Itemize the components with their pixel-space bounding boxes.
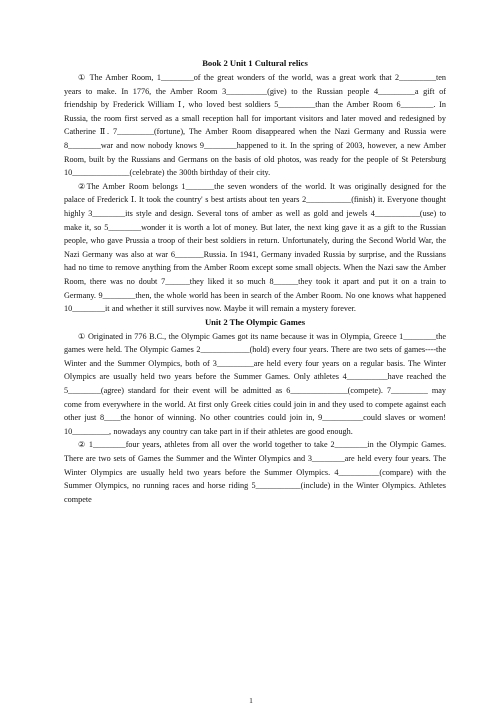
page-content — [64, 57, 446, 506]
unit1-passage-2: ②The Amber Room belongs 1_______the seven wonders of the world. It was originally designed for the palace of Frederick Ⅰ. It took the country' s best artists about ten years 2___________(finish) it. Everyone thought highly 3________its style and design. Several tons of amber as well as gold and jewels 4___________(use) to make it, so 5________wonder it is worth a lot of money. But later, the next king gave it as a gift to the Russian people, who gave Prussia a troop of their best soldiers in return. Unfortunately, during the Second World War, the Nazi Germany was also at war 6_______Russia. In 1941, Germany invaded Russia by surprise, and the Russians had no time to remove anything from the Amber Room except some small objects. When the Nazi saw the Amber Room, there was no doubt 7______they liked it so much 8______they took it apart and put it on a train to Germany. 9________then, the whole world has been in search of the Amber Room. No one knows what happened 10________it and whether it still survives now. Maybe it will remain a mystery forever. — [64, 181, 446, 314]
unit2-passage-2: ② 1________four years, athletes from all over the world together to take 2________in the Olympic Games. There are two sets of Games the Summer and the Winter Olympics and 3________are held every four years. The Winter Olympics are usually held two years before the Summer Olympics. 4__________(compare) with the Summer Olympics, no running races and horse riding 5___________(include) in the Winter Olympics. Athletes compete — [64, 440, 446, 504]
book-title: Book 2 Unit 1 Cultural relics — [202, 58, 308, 68]
unit2-title: Unit 2 The Olympic Games — [204, 316, 306, 327]
unit1-passage-1: ① The Amber Room, 1________of the great wonders of the world, was a great work that 2_________ten years to make. In 1776, the Amber Room 3__________(give) to the Russian people 4_________a gift of friendship by Frederick William Ⅰ, who loved best soldiers 5_________than the Amber Room 6________. In Russia, the room first served as a small reception hall for important visitors and later moved and redesigned by Catherine Ⅱ. 7_________(fortune), The Amber Room disappeared when the Nazi Germany and Russia were 8________war and now nobody knows 9________happened to it. In the spring of 2003, however, a new Amber Room, built by the Russians and Germans on the basis of old photos, was ready for the people of St Petersburg 10______________(celebrate) the 300th birthday of their city. — [64, 73, 446, 178]
unit2-passage-1: ① Originated in 776 B.C., the Olympic Games got its name because it was in Olympia, Greece 1________the games were held. The Olympic Games 2____________(hold) every four years. There are two sets of games----the Winter and the Summer Olympics, both of 3_________are held every four years on a regular basis. The Winter Olympics are usually held two years before the Summer Games. Only athletes 4__________have reached the 5________(agree) standard for their event will be admitted as 6______________(compete). 7_________ may come from everywhere in the world. At first only Greek cities could join in and they used to compete against each other just 8____the honor of winning. No other countries could join in, 9__________could slaves or women! 10_________, nowadays any country can take part in if their athletes are good enough. — [64, 331, 446, 436]
page-number: 1 — [249, 696, 253, 705]
